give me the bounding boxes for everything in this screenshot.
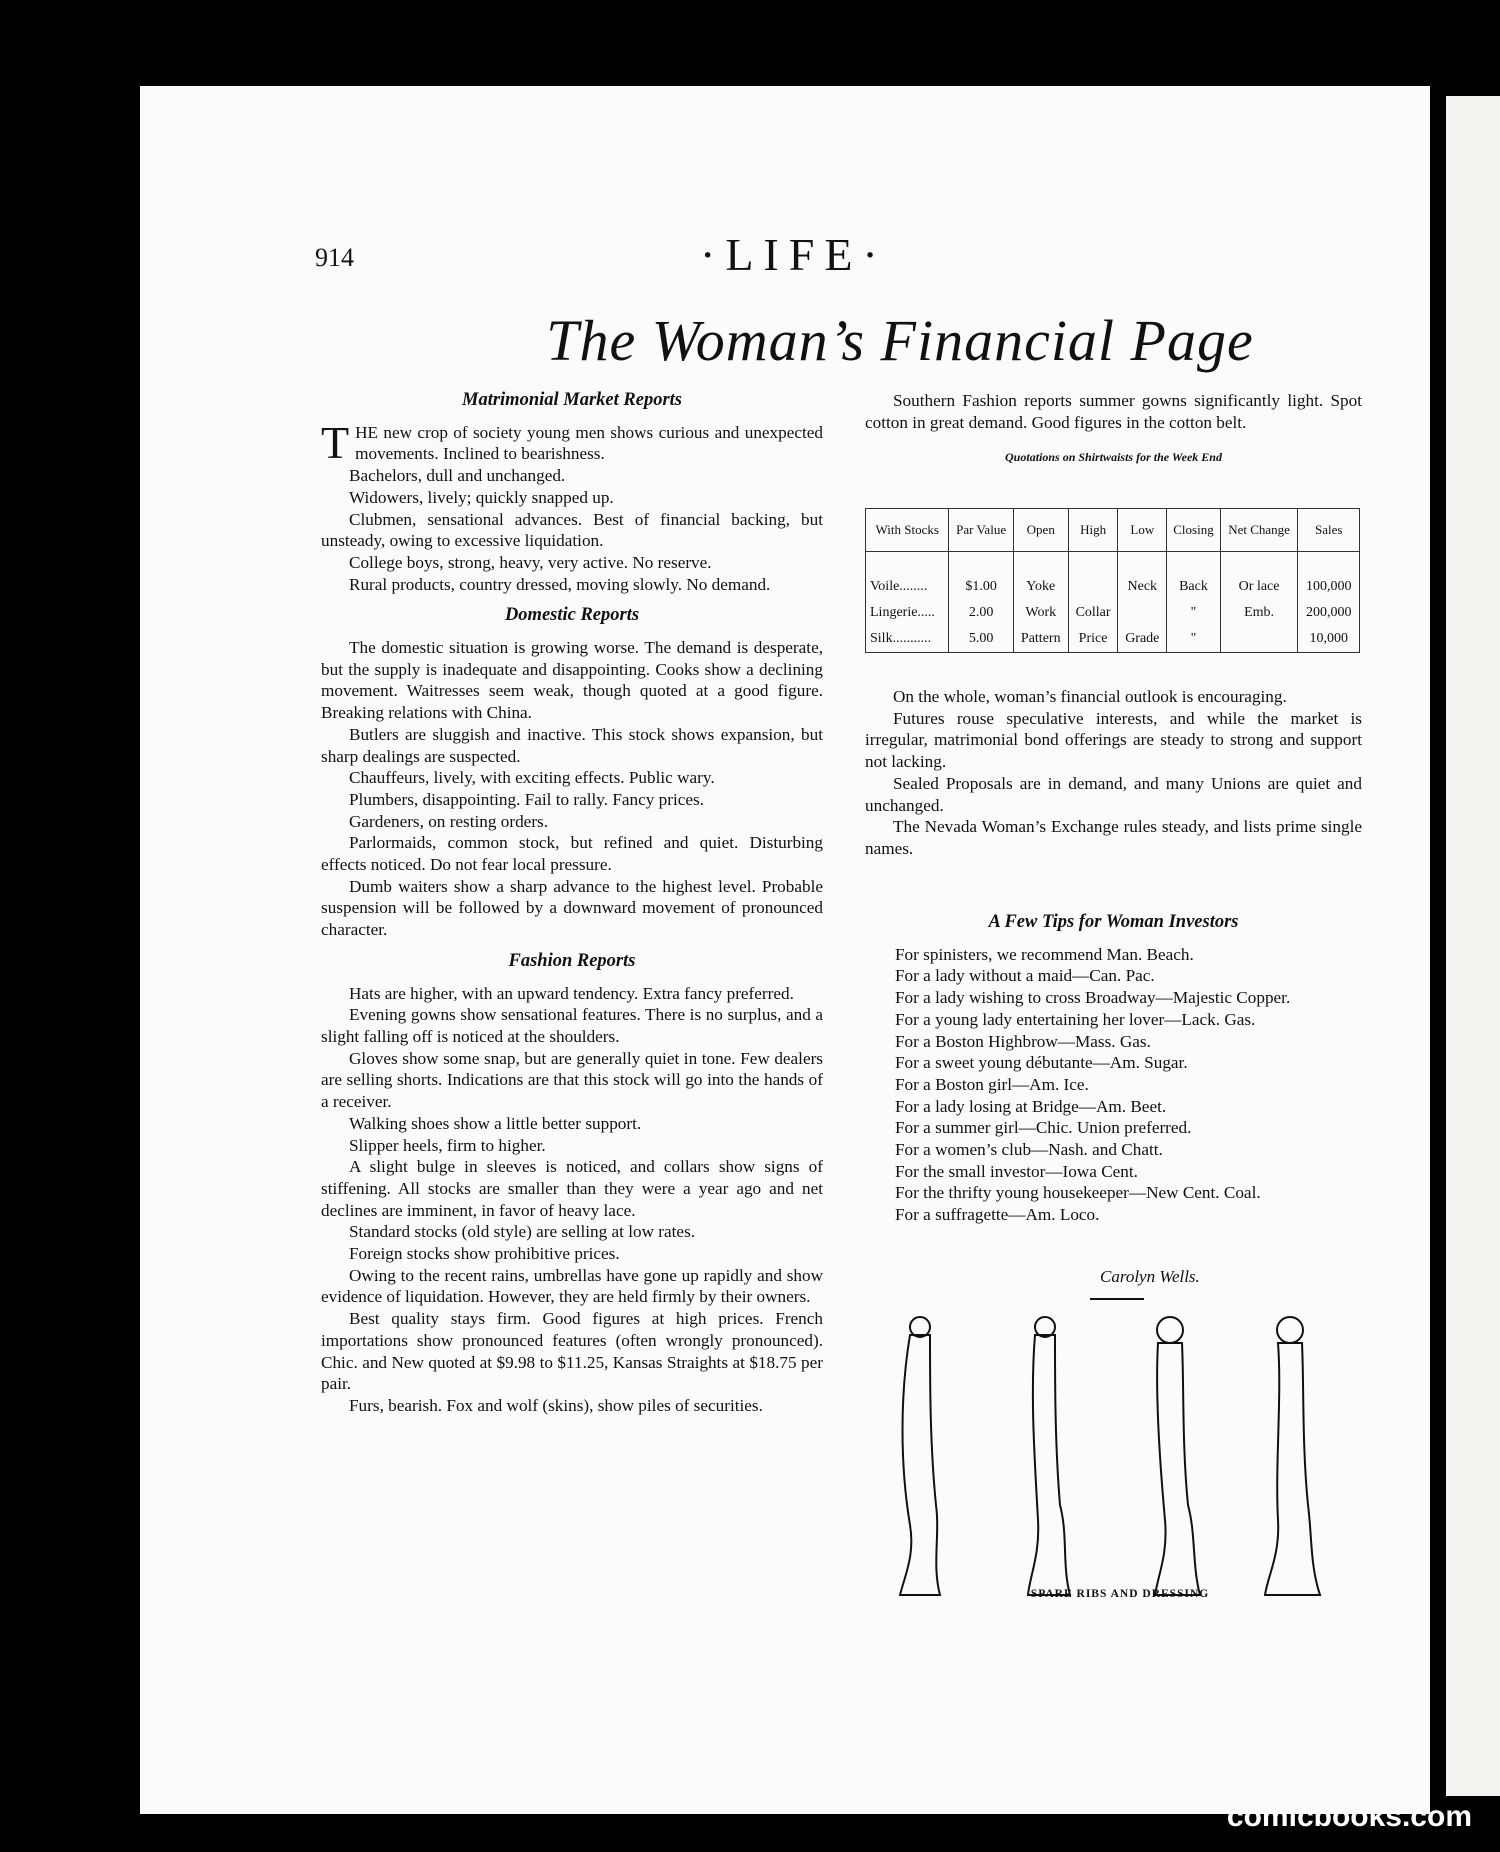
- table-header-cell: Low: [1118, 509, 1167, 552]
- body-paragraph: Walking shoes show a little better support.: [349, 1113, 642, 1133]
- southern-paragraph: Southern Fashion reports summer gowns significantly light. Spot cotton in great demand. Good figures in the cotton belt.: [865, 391, 1362, 432]
- body-paragraph: A slight bulge in sleeves is noticed, and collars show signs of stiffening. All stocks are smaller than they were a year ago and net declines are imminent, in favor of heavy lace.: [321, 1157, 823, 1220]
- table-cell: Silk...........: [866, 626, 949, 653]
- table-cell: Yoke: [1013, 574, 1068, 600]
- lead-paragraph: [321, 416, 823, 468]
- body-paragraph: Chauffeurs, lively, with exciting effects. Public wary.: [349, 768, 715, 788]
- tip-item: For a women’s club—Nash. and Chatt.: [895, 1140, 1163, 1160]
- table-header-cell: Open: [1013, 509, 1068, 552]
- tip-item: For spinisters, we recommend Man. Beach.: [895, 944, 1194, 964]
- shirtwaist-quotations-table: [865, 508, 1360, 653]
- table-cell: [1220, 626, 1298, 653]
- tip-item: For the thrifty young housekeeper—New Cent. Coal.: [895, 1183, 1261, 1203]
- table-row: [866, 574, 1360, 600]
- table-cell: Collar: [1068, 600, 1118, 626]
- table-cell: 10,000: [1298, 626, 1360, 653]
- table-spacer-row: [866, 552, 1360, 575]
- body-paragraph: College boys, strong, heavy, very active. No reserve.: [349, 552, 712, 572]
- body-paragraph: Furs, bearish. Fox and wolf (skins), show piles of securities.: [349, 1395, 763, 1415]
- tips-list: [865, 944, 1362, 1226]
- body-paragraph: Rural products, country dressed, moving slowly. No demand.: [349, 574, 771, 594]
- body-paragraph: Widowers, lively; quickly snapped up.: [349, 487, 614, 507]
- tip-item: For a lady without a maid—Can. Pac.: [895, 966, 1155, 986]
- table-cell: Price: [1068, 626, 1118, 653]
- table-cell: 200,000: [1298, 600, 1360, 626]
- southern-report: [865, 390, 1362, 469]
- section-heading-matrimonial: Matrimonial Market Reports: [462, 390, 682, 410]
- table-cell: [1068, 574, 1118, 600]
- dropcap: T: [321, 416, 350, 468]
- table-cell: Emb.: [1220, 600, 1298, 626]
- body-paragraph: Owing to the recent rains, umbrellas have gone up rapidly and show evidence of liquidation. However, they are held firmly by their owners.: [321, 1265, 823, 1307]
- tips-section: [865, 912, 1362, 1226]
- tip-item: For a young lady entertaining her lover—Lack. Gas.: [895, 1009, 1256, 1029]
- body-paragraph: Parlormaids, common stock, but refined and quiet. Disturbing effects noticed. Do not fear local pressure.: [321, 833, 823, 875]
- body-paragraph: The Nevada Woman’s Exchange rules steady, and lists prime single names.: [865, 817, 1362, 858]
- table-cell: Lingerie.....: [866, 600, 949, 626]
- body-paragraph: Futures rouse speculative interests, and while the market is irregular, matrimonial bond offerings are steady to strong and support not lacking.: [865, 708, 1362, 772]
- body-paragraph: Best quality stays firm. Good figures at high prices. French importations show pronounced features (often wrongly pronounced). Chic. and New quoted at $9.98 to $11.25, Kansas Straights at $18.75 per pair.: [321, 1309, 823, 1394]
- figure-2: [1028, 1317, 1070, 1595]
- body-paragraph: On the whole, woman’s financial outlook is encouraging.: [893, 687, 1287, 706]
- table-cell: Pattern: [1013, 626, 1068, 653]
- table-cell: Back: [1167, 574, 1221, 600]
- body-paragraph: Clubmen, sensational advances. Best of financial backing, but unsteady, owing to excessive liquidation.: [321, 509, 823, 551]
- matrimonial-body: [321, 465, 823, 595]
- left-column: [321, 390, 823, 1417]
- body-paragraph: Gardeners, on resting orders.: [349, 811, 549, 831]
- illustration-caption: SPARE RIBS AND DRESSING: [1030, 1588, 1210, 1600]
- table-cell: 2.00: [949, 600, 1013, 626]
- table-row: [866, 600, 1360, 626]
- body-paragraph: Slipper heels, firm to higher.: [349, 1135, 546, 1155]
- body-paragraph: Butlers are sluggish and inactive. This stock shows expansion, but sharp dealings are suspected.: [321, 724, 823, 766]
- tip-item: For a lady wishing to cross Broadway—Majestic Copper.: [895, 988, 1291, 1008]
- body-paragraph: Sealed Proposals are in demand, and many Unions are quiet and unchanged.: [865, 773, 1362, 815]
- outlook-body: [865, 686, 1362, 860]
- table-cell: Or lace: [1220, 574, 1298, 600]
- tip-item: For a lady losing at Bridge—Am. Beet.: [895, 1096, 1167, 1116]
- table-cell: Work: [1013, 600, 1068, 626]
- table-cell: ": [1167, 600, 1221, 626]
- page-number: 914: [315, 243, 354, 272]
- tip-item: For a suffragette—Am. Loco.: [895, 1205, 1100, 1225]
- table-header-cell: Sales: [1298, 509, 1360, 552]
- body-paragraph: Gloves show some snap, but are generally quiet in tone. Few dealers are selling shorts. Indications are that this stock will go into the hands of a receiver.: [321, 1048, 823, 1112]
- body-paragraph: Standard stocks (old style) are selling at low rates.: [349, 1222, 696, 1242]
- table-header-row: [866, 509, 1360, 552]
- fashion-body: [321, 983, 823, 1417]
- spare-ribs-illustration: [870, 1305, 1370, 1605]
- body-paragraph: Dumb waiters show a sharp advance to the highest level. Probable suspension will be followed by a downward movement of pronounced character.: [321, 876, 823, 940]
- table-cell: 100,000: [1298, 574, 1360, 600]
- table-cell: [1118, 600, 1167, 626]
- tip-item: For a sweet young débutante—Am. Sugar.: [895, 1053, 1188, 1073]
- table-header-cell: Net Change: [1220, 509, 1298, 552]
- table-cell: 5.00: [949, 626, 1013, 653]
- table-header-cell: Closing: [1167, 509, 1221, 552]
- body-paragraph: The domestic situation is growing worse. The demand is desperate, but the supply is inadequate and disappointing. Cooks show a declining movement. Waitresses seem weak, though quoted at a good figure. Breaking relations with China.: [321, 638, 823, 723]
- figure-3: [1155, 1317, 1200, 1595]
- divider-rule: [1090, 1298, 1144, 1300]
- outlook-section: [865, 686, 1362, 860]
- tip-item: For a Boston Highbrow—Mass. Gas.: [895, 1031, 1151, 1051]
- figure-1: [900, 1317, 940, 1595]
- figure-4: [1265, 1317, 1320, 1595]
- table-header-cell: High: [1068, 509, 1118, 552]
- table-row: [866, 626, 1360, 653]
- body-paragraph: Hats are higher, with an upward tendency. Extra fancy preferred.: [349, 983, 794, 1003]
- tip-item: For a Boston girl—Am. Ice.: [895, 1074, 1089, 1094]
- table-cell: $1.00: [949, 574, 1013, 600]
- section-heading-domestic: Domestic Reports: [504, 605, 640, 626]
- body-paragraph: Foreign stocks show prohibitive prices.: [349, 1244, 620, 1264]
- body-paragraph: Evening gowns show sensational features. There is no surplus, and a slight falling off is noticed at the shoulders.: [321, 1005, 823, 1046]
- table-header-cell: Par Value: [949, 509, 1013, 552]
- domestic-body: [321, 637, 823, 941]
- body-paragraph: Bachelors, dull and unchanged.: [349, 466, 566, 486]
- table-cell: Voile........: [866, 574, 949, 600]
- table-caption: Quotations on Shirtwaists for the Week End: [1005, 450, 1222, 465]
- watermark: comicbooks.com: [1226, 1800, 1472, 1833]
- author-signature: Carolyn Wells.: [1100, 1267, 1200, 1286]
- tip-item: For a summer girl—Chic. Union preferred.: [895, 1118, 1192, 1138]
- section-heading-fashion: Fashion Reports: [508, 950, 636, 971]
- section-heading-tips: A Few Tips for Woman Investors: [988, 912, 1239, 932]
- table-header-cell: With Stocks: [866, 509, 949, 552]
- body-paragraph: Plumbers, disappointing. Fail to rally. Fancy prices.: [349, 789, 705, 809]
- masthead: ·LIFE·: [700, 229, 888, 280]
- lead-text: HE new crop of society young men shows curious and unexpected movements. Inclined to bearishness.: [355, 422, 823, 464]
- tip-item: For the small investor—Iowa Cent.: [895, 1161, 1138, 1181]
- table-cell: Neck: [1118, 574, 1167, 600]
- page-title: The Woman’s Financial Page: [546, 308, 1254, 373]
- table-cell: ": [1167, 626, 1221, 653]
- table-cell: Grade: [1118, 626, 1167, 653]
